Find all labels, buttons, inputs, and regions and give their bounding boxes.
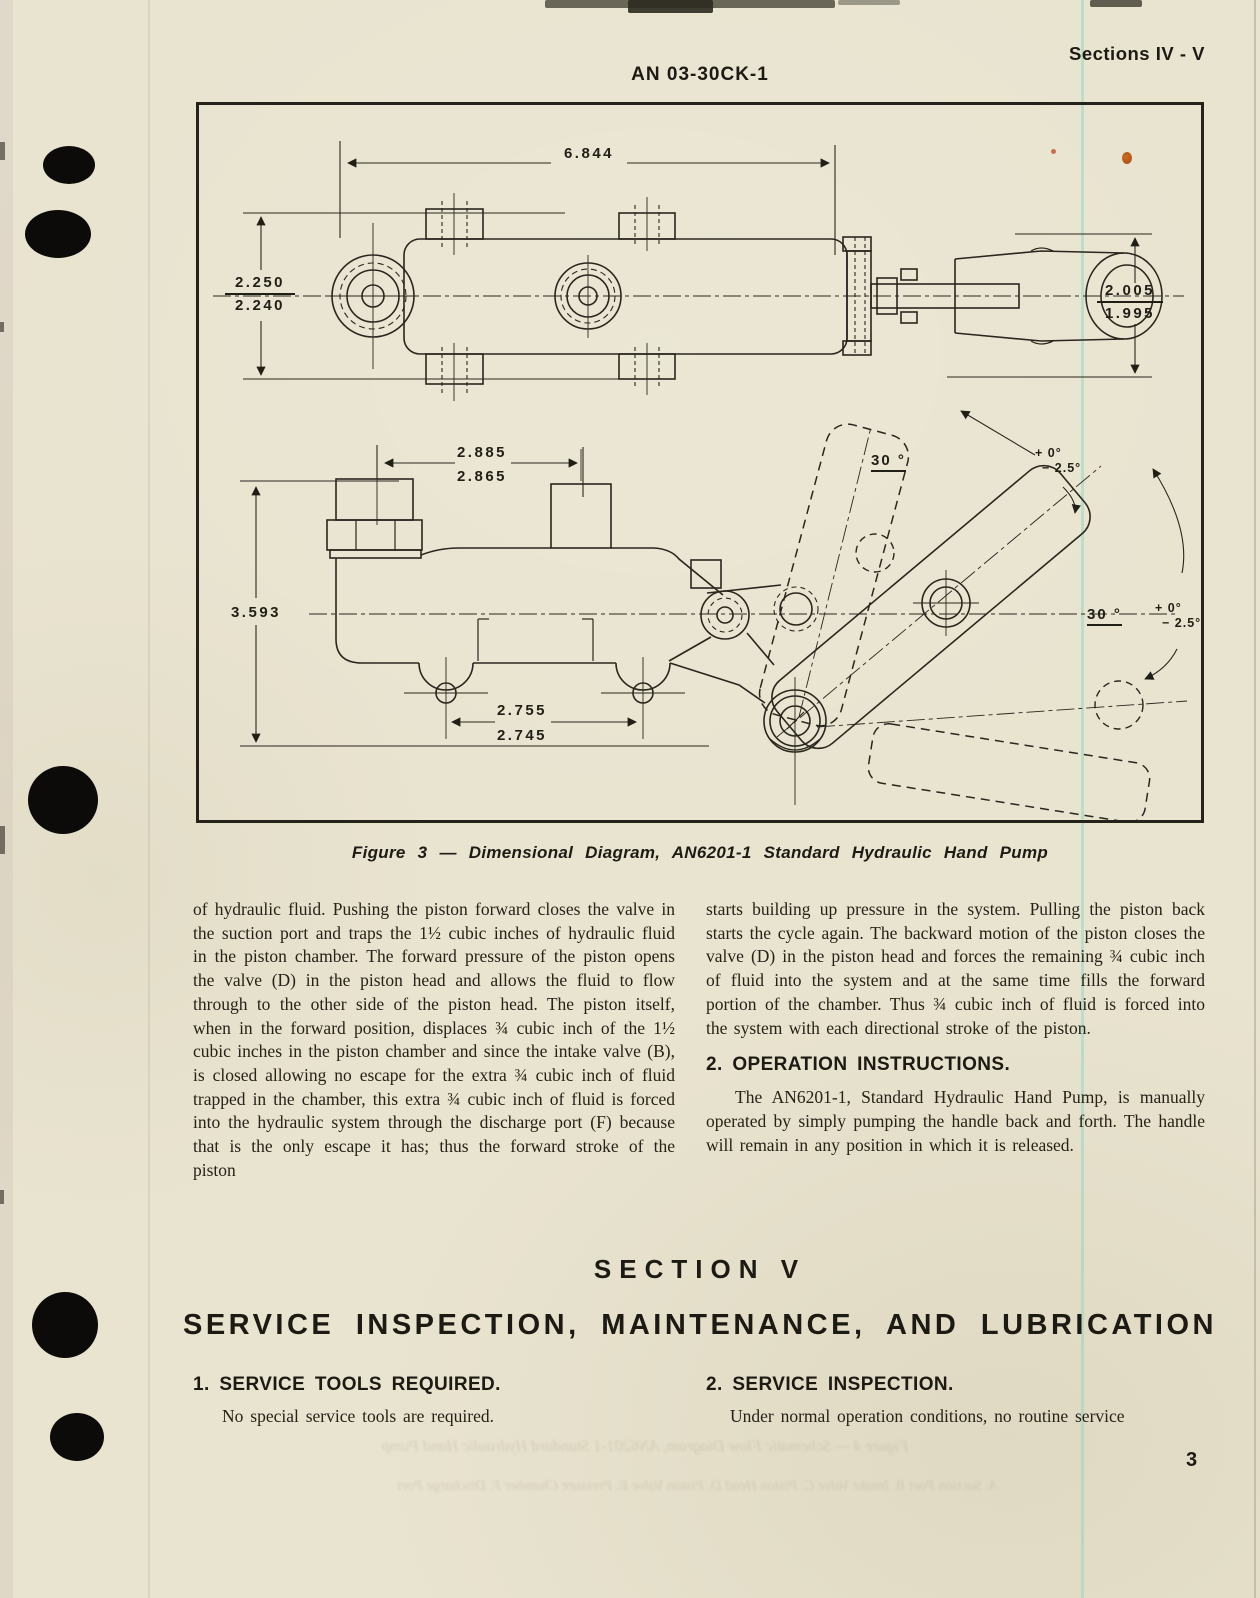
- punch-hole: [43, 146, 95, 184]
- paragraph: The AN6201-1, Standard Hydraulic Hand Pump, is manually operated by simply pumping the handle back and forth. The handle will remain in any position in which it is released.: [706, 1087, 1205, 1155]
- bleed-through-text: Figure 4 — Schematic Flow Diagram, AN6201-1 Standard Hydraulic Hand Pump: [381, 1438, 909, 1455]
- scan-edge-mark: [0, 826, 5, 854]
- angle-tolerance: [1035, 446, 1081, 476]
- angle-tol-plus: + 0°: [1155, 601, 1182, 615]
- figure-frame: [196, 102, 1204, 823]
- dim-lower: 1.995: [1104, 305, 1156, 322]
- angle-label: 30 °: [871, 452, 906, 472]
- angle-tol-minus: − 2.5°: [1042, 461, 1082, 475]
- scan-edge-right: [1254, 0, 1256, 1598]
- scan-edge-mark: [0, 1190, 4, 1204]
- body-column-right: [706, 898, 1205, 1157]
- dim-bar: [1097, 301, 1163, 303]
- dim-bolt-spacing-upper: 2.755: [496, 702, 548, 719]
- punch-hole: [32, 1292, 98, 1358]
- punch-hole: [50, 1413, 104, 1461]
- bleed-through-text: A. Suction Port B. Intake Valve C. Piston Head D. Piston Valve E. Pressure Chamber F. Discharge Port: [397, 1478, 998, 1494]
- dim-lower: 2.240: [234, 297, 286, 314]
- angle-tol-minus: − 2.5°: [1162, 616, 1202, 630]
- punch-hole: [25, 210, 91, 258]
- doc-number: AN 03-30CK-1: [631, 64, 769, 85]
- scan-smudge: [838, 0, 900, 5]
- service-inspection-text: Under normal operation conditions, no routine service: [730, 1406, 1125, 1426]
- service-inspection-heading: 2. SERVICE INSPECTION.: [706, 1374, 954, 1395]
- dim-mount-height: 3.593: [230, 604, 282, 621]
- scan-smudge: [628, 0, 713, 13]
- scan-edge-mark: [0, 322, 4, 332]
- dim-overall-length: 6.844: [563, 145, 615, 162]
- operation-instructions-heading: 2. OPERATION INSTRUCTIONS.: [706, 1054, 1011, 1076]
- dim-port-spacing-lower: 2.865: [456, 468, 508, 485]
- dim-bar: [225, 293, 295, 295]
- service-tools-text: No special service tools are required.: [222, 1406, 494, 1426]
- angle-label: 30 °: [1087, 606, 1122, 626]
- angle-tolerance: [1155, 601, 1201, 631]
- angle-tol-plus: + 0°: [1035, 446, 1062, 460]
- punch-hole: [28, 766, 98, 834]
- dim-upper: 2.250: [234, 274, 286, 291]
- dim-socket: [1095, 281, 1165, 323]
- body-column-left: of hydraulic fluid. Pushing the piston forward closes the valve in the suction port and traps the 1½ cubic inches of hydraulic fluid in the piston chamber. The forward pressure of the piston opens the valve (D) in the piston head and allows the fluid to flow through to the other side of the piston head. The piston itself, when in the forward position, displaces ¾ cubic inch of the 1½ cubic inches in the piston chamber and since the intake valve (B), is closed allowing no escape for the extra ¾ cubic inch of fluid trapped in the chamber, this extra ¾ cubic inch of fluid is forced into the hydraulic system through the discharge port (F) because that is the only escape it has; thus the forward stroke of the piston: [193, 899, 675, 1180]
- paragraph: starts building up pressure in the system. Pulling the piston back starts the cycle again. The backward motion of the piston closes the valve (D) in the piston head and forces the remaining ¾ cubic inch of fluid into the system and at the same time fills the forward portion of the chamber. Thus ¾ cubic inch of fluid is forced into the system with each directional stroke of the piston.: [706, 899, 1205, 1038]
- section-subtitle: SERVICE INSPECTION, MAINTENANCE, AND LUBRICATION: [182, 1309, 1217, 1341]
- service-tools-heading: 1. SERVICE TOOLS REQUIRED.: [193, 1374, 501, 1395]
- section-reference: Sections IV - V: [1068, 43, 1205, 64]
- paper-crease: [148, 0, 150, 1598]
- scan-smudge: [1090, 0, 1142, 7]
- dim-body-height: [223, 273, 297, 315]
- figure-caption: Figure 3 — Dimensional Diagram, AN6201-1 Standard Hydraulic Hand Pump: [351, 843, 1049, 862]
- dim-upper: 2.005: [1104, 282, 1156, 299]
- dim-port-spacing-upper: 2.885: [456, 444, 508, 461]
- page-number: 3: [1186, 1449, 1198, 1471]
- dim-bolt-spacing-lower: 2.745: [496, 727, 548, 744]
- section-title: SECTION V: [593, 1254, 807, 1284]
- scan-edge-left: [0, 0, 13, 1598]
- scan-edge-mark: [0, 142, 5, 160]
